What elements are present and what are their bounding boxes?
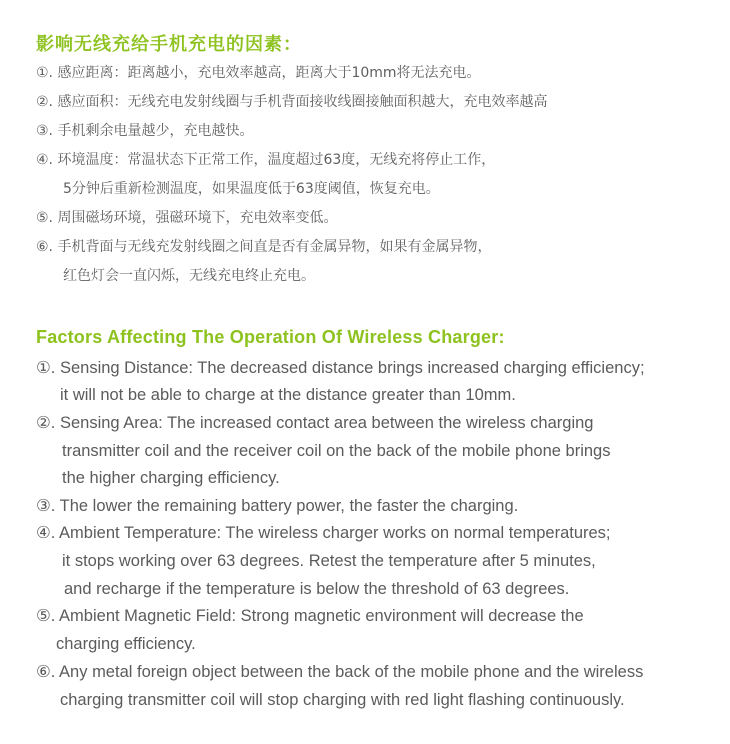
chinese-factor-6: ⑥. 手机背面与无线充发射线圈之间直是否有金属异物，如果有金属异物，: [36, 239, 492, 255]
english-factor-2-continued-a: transmitter coil and the receiver coil on the back of the mobile phone brings: [62, 442, 611, 460]
chinese-factor-3: ③. 手机剩余电量越少，充电越快。: [36, 123, 254, 139]
english-factor-6: ⑥. Any metal foreign object between the back of the mobile phone and the wireless: [36, 663, 644, 681]
chinese-factor-4: ④. 环境温度：常温状态下正常工作，温度超过63度，无线充将停止工作，: [36, 152, 496, 168]
english-factor-4-continued-a: it stops working over 63 degrees. Retest the temperature after 5 minutes,: [62, 552, 596, 570]
english-factor-3: ③. The lower the remaining battery power, the faster the charging.: [36, 497, 519, 515]
english-factor-1: ①. Sensing Distance: The decreased distance brings increased charging efficiency;: [36, 359, 645, 377]
chinese-factor-5: ⑤. 周围磁场环境，强磁环境下，充电效率变低。: [36, 210, 338, 226]
chinese-factor-4-continued: 5分钟后重新检测温度，如果温度低于63度阈值，恢复充电。: [63, 181, 440, 197]
chinese-factor-1: ①. 感应距离：距离越小，充电效率越高，距离大于10mm将无法充电。: [36, 65, 481, 81]
english-factor-5-continued: charging efficiency.: [56, 635, 196, 653]
chinese-factor-6-continued: 红色灯会一直闪烁，无线充电终止充电。: [63, 268, 315, 284]
english-factor-6-continued: charging transmitter coil will stop charging with red light flashing continuously.: [60, 691, 625, 709]
english-section-title: Factors Affecting The Operation Of Wireless Charger:: [36, 327, 505, 347]
chinese-factor-2: ②. 感应面积：无线充电发射线圈与手机背面接收线圈接触面积越大，充电效率越高: [36, 94, 548, 110]
english-factor-2-continued-b: the higher charging efficiency.: [62, 469, 280, 487]
english-factor-4-continued-b: and recharge if the temperature is below the threshold of 63 degrees.: [64, 580, 570, 598]
english-factor-4: ④. Ambient Temperature: The wireless charger works on normal temperatures;: [36, 524, 611, 542]
english-factor-2: ②. Sensing Area: The increased contact area between the wireless charging: [36, 414, 594, 432]
english-factor-1-continued: it will not be able to charge at the distance greater than 10mm.: [60, 386, 516, 404]
english-factor-5: ⑤. Ambient Magnetic Field: Strong magnetic environment will decrease the: [36, 607, 584, 625]
chinese-section-title: 影响无线充给手机充电的因素：: [36, 34, 302, 55]
